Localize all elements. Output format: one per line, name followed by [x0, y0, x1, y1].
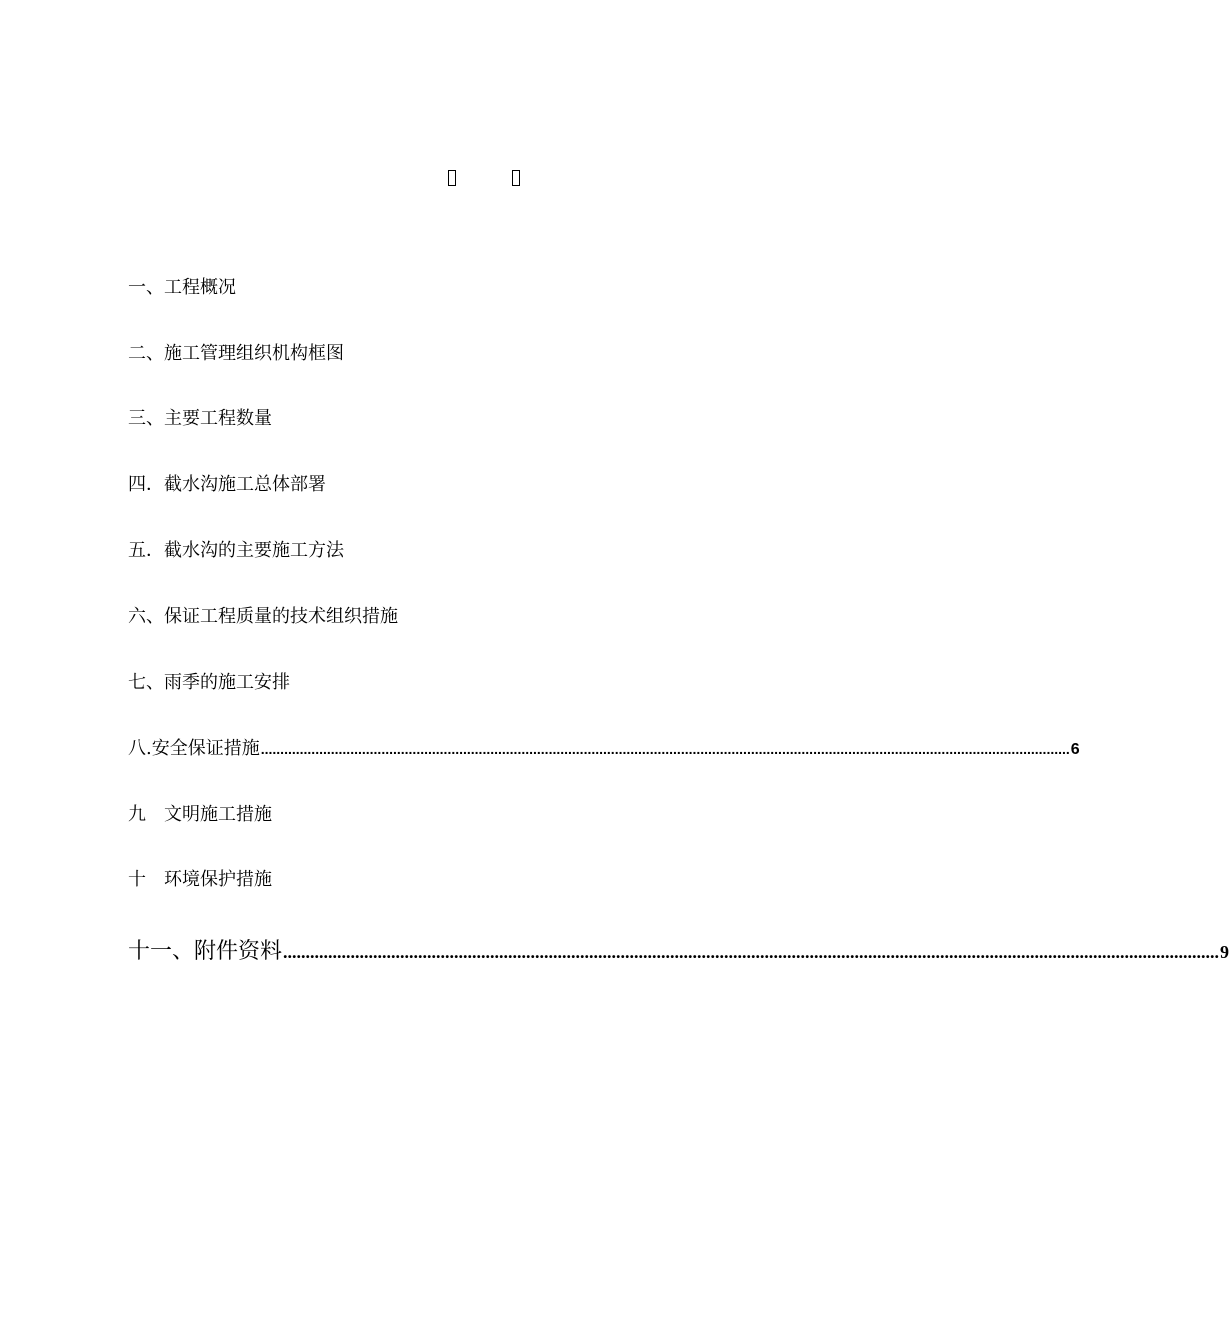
toc-entry-page-number: 9	[1220, 942, 1229, 962]
toc-entry[interactable]	[128, 604, 860, 630]
toc-entry[interactable]	[128, 802, 860, 828]
toc-entry-label: 五．截水沟的主要施工方法	[128, 540, 344, 561]
toc-entry-label: 十一、附件资料	[128, 939, 283, 964]
toc-entry-label: 十 环境保护措施	[128, 869, 272, 890]
toc-entry-label: 一、工程概况	[128, 277, 236, 298]
missing-glyph-icon	[512, 170, 520, 186]
toc-entry[interactable]	[128, 538, 860, 564]
toc-entry-page-number: 6	[1070, 741, 1080, 758]
dot-leader: ................................................................................................................................................................................................................	[260, 741, 1070, 757]
toc-entry-label: 八.安全保证措施	[128, 738, 260, 759]
toc-entry-label: 四．截水沟施工总体部署	[128, 474, 326, 495]
toc-entry-label: 七、雨季的施工安排	[128, 672, 290, 693]
toc-entry-label: 三、主要工程数量	[128, 408, 272, 429]
toc-entry-label: 九 文明施工措施	[128, 804, 272, 825]
toc-entry[interactable]	[128, 736, 1080, 762]
missing-glyph-icon	[448, 170, 456, 186]
toc-entry[interactable]	[128, 472, 860, 498]
page-title-glyphs	[440, 166, 530, 192]
toc-entry[interactable]	[128, 275, 860, 301]
dot-leader: ................................................................................................................................................................................................................	[283, 942, 1220, 962]
toc-entry-label: 六、保证工程质量的技术组织措施	[128, 606, 398, 627]
toc-entry[interactable]	[128, 341, 860, 367]
toc-entry[interactable]	[128, 867, 860, 893]
toc-entry[interactable]	[128, 406, 860, 432]
toc-entry[interactable]	[128, 670, 860, 696]
toc-entry[interactable]	[128, 936, 1229, 968]
toc-entry-label: 二、施工管理组织机构框图	[128, 343, 344, 364]
